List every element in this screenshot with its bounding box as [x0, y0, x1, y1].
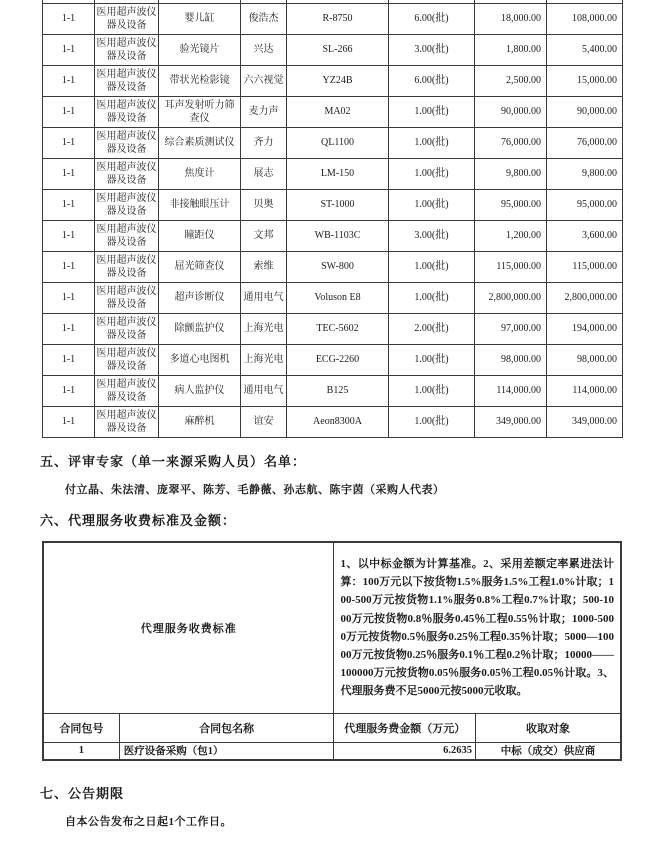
cell-name: 带状光检影镜 — [159, 65, 241, 96]
cell-unit: 114,000.00 — [475, 375, 547, 406]
cell-name: 耳声发射听力筛查仪 — [159, 96, 241, 127]
cell-total: 76,000.00 — [547, 127, 623, 158]
cell-total: 95,000.00 — [547, 189, 623, 220]
table-row — [43, 406, 623, 437]
cell-brand: 文邦 — [241, 220, 287, 251]
cell-unit: 2,500.00 — [475, 65, 547, 96]
cell-unit: 1,200.00 — [475, 220, 547, 251]
cell-brand: 通用电气 — [241, 282, 287, 313]
cell-unit: 9,800.00 — [475, 158, 547, 189]
cell-category: 医用超声波仪器及设备 — [95, 96, 159, 127]
cell-name: 非接触眼压计 — [159, 189, 241, 220]
cell-qty: 1.00(批) — [389, 344, 475, 375]
fee-cell-package-name: 医疗设备采购（包1） — [119, 743, 334, 760]
cell-total: 115,000.00 — [547, 251, 623, 282]
cell-category: 医用超声波仪器及设备 — [95, 313, 159, 344]
cell-pkg: 1-1 — [43, 34, 95, 65]
table-row — [43, 65, 623, 96]
cell-model: SW-800 — [287, 251, 389, 282]
cell-model: QL1100 — [287, 127, 389, 158]
fee-cell-fee-amount: 6.2635 — [334, 743, 475, 760]
table-row — [43, 189, 623, 220]
cell-qty: 1.00(批) — [389, 251, 475, 282]
cell-name: 屈光筛查仪 — [159, 251, 241, 282]
table-row — [43, 282, 623, 313]
cell-name: 多道心电图机 — [159, 344, 241, 375]
fee-header-fee-amount: 代理服务费金额（万元） — [334, 714, 475, 743]
cell-brand: 麦力声 — [241, 96, 287, 127]
cell-unit: 1,800.00 — [475, 34, 547, 65]
cell-pkg: 1-1 — [43, 344, 95, 375]
cell-pkg: 1-1 — [43, 189, 95, 220]
table-row — [43, 127, 623, 158]
table-row — [43, 3, 623, 34]
cell-model: YZ24B — [287, 65, 389, 96]
cell-name: 病人监护仪 — [159, 375, 241, 406]
cell-pkg: 1-1 — [43, 127, 95, 158]
cell-pkg: 1-1 — [43, 3, 95, 34]
cell-model: Voluson E8 — [287, 282, 389, 313]
section-experts-heading: 五、评审专家（单一来源采购人员）名单： — [40, 453, 307, 469]
cell-qty: 1.00(批) — [389, 158, 475, 189]
table-row — [43, 344, 623, 375]
cell-total: 2,800,000.00 — [547, 282, 623, 313]
cell-total: 114,000.00 — [547, 375, 623, 406]
fee-table-header-row — [43, 714, 621, 743]
fee-header-package-name: 合同包名称 — [119, 714, 334, 743]
cell-pkg: 1-1 — [43, 251, 95, 282]
cell-unit: 76,000.00 — [475, 127, 547, 158]
cell-qty: 1.00(批) — [389, 127, 475, 158]
cell-brand: 通用电气 — [241, 375, 287, 406]
cell-total: 194,000.00 — [547, 313, 623, 344]
fee-standard-text: 1、以中标金额为计算基准。2、采用差额定率累进法计算：100万元以下按货物1.5%服务1.5%工程1.0%计取；100-500万元按货物1.1%服务0.8%工程0.7%计取；500-1000万元按货物0.8％服务0.45％工程0.55％计取；1000-5000万元按货物0.5％服务0.25％工程0.35％计取；5000—10000万元按货物0.25％服务0.1％工程0.2％计取；10000——100000万元按货物0.05％服务0.05％工程0.05％计取。3、代理服务费不足5000元按5000元收取。 — [334, 542, 621, 714]
cell-category: 医用超声波仪器及设备 — [95, 375, 159, 406]
items-table-body — [43, 0, 623, 437]
table-row — [43, 34, 623, 65]
items-table — [42, 0, 623, 438]
cell-model: LM-150 — [287, 158, 389, 189]
cell-qty: 1.00(批) — [389, 96, 475, 127]
cell-model: R-8750 — [287, 3, 389, 34]
fee-cell-package-no: 1 — [43, 743, 119, 760]
cell-qty: 2.00(批) — [389, 313, 475, 344]
fee-standard-row — [43, 542, 621, 714]
cell-brand: 齐力 — [241, 127, 287, 158]
cell-unit: 95,000.00 — [475, 189, 547, 220]
cell-pkg: 1-1 — [43, 313, 95, 344]
cell-qty: 1.00(批) — [389, 282, 475, 313]
cell-pkg: 1-1 — [43, 220, 95, 251]
cell-brand: 兴达 — [241, 34, 287, 65]
cell-unit: 115,000.00 — [475, 251, 547, 282]
cell-category: 医用超声波仪器及设备 — [95, 220, 159, 251]
cell-model: TEC-5602 — [287, 313, 389, 344]
cell-category: 医用超声波仪器及设备 — [95, 282, 159, 313]
cell-name: 麻醉机 — [159, 406, 241, 437]
cell-category: 医用超声波仪器及设备 — [95, 189, 159, 220]
cell-qty: 6.00(批) — [389, 3, 475, 34]
cell-model: WB-1103C — [287, 220, 389, 251]
cell-model: ECG-2260 — [287, 344, 389, 375]
cell-total: 15,000.00 — [547, 65, 623, 96]
cell-name: 焦度计 — [159, 158, 241, 189]
section-period-heading: 七、公告期限 — [40, 785, 125, 801]
fee-header-charge-target: 收取对象 — [475, 714, 621, 743]
cell-unit: 2,800,000.00 — [475, 282, 547, 313]
cell-brand: 谊安 — [241, 406, 287, 437]
table-row — [43, 96, 623, 127]
cell-total: 98,000.00 — [547, 344, 623, 375]
cell-pkg: 1-1 — [43, 406, 95, 437]
cell-brand: 贝奥 — [241, 189, 287, 220]
table-row — [43, 313, 623, 344]
cell-total: 9,800.00 — [547, 158, 623, 189]
table-row — [43, 251, 623, 282]
cell-qty: 1.00(批) — [389, 189, 475, 220]
cell-name: 超声诊断仪 — [159, 282, 241, 313]
cell-total: 5,400.00 — [547, 34, 623, 65]
section-fee-heading: 六、代理服务收费标准及金额： — [40, 512, 237, 528]
cell-pkg: 1-1 — [43, 65, 95, 96]
fee-cell-charge-target: 中标（成交）供应商 — [475, 743, 621, 760]
table-row — [43, 220, 623, 251]
cell-brand: 索维 — [241, 251, 287, 282]
cell-total: 90,000.00 — [547, 96, 623, 127]
cell-unit: 349,000.00 — [475, 406, 547, 437]
fee-header-package-no: 合同包号 — [43, 714, 119, 743]
cell-brand: 展志 — [241, 158, 287, 189]
cell-category: 医用超声波仪器及设备 — [95, 251, 159, 282]
cell-category: 医用超声波仪器及设备 — [95, 34, 159, 65]
cell-total: 349,000.00 — [547, 406, 623, 437]
cell-name: 验光镜片 — [159, 34, 241, 65]
fee-table — [42, 541, 622, 761]
cell-name: 综合素质测试仪 — [159, 127, 241, 158]
cell-category: 医用超声波仪器及设备 — [95, 158, 159, 189]
fee-table-data-row — [43, 743, 621, 760]
cell-name: 瞳距仪 — [159, 220, 241, 251]
cell-total: 3,600.00 — [547, 220, 623, 251]
cell-model: SL-266 — [287, 34, 389, 65]
cell-pkg: 1-1 — [43, 158, 95, 189]
cell-unit: 98,000.00 — [475, 344, 547, 375]
cell-brand: 上海光电 — [241, 344, 287, 375]
expert-names-text: 付立晶、朱法清、庞翠平、陈芳、毛静薇、孙志航、陈宇茵（采购人代表） — [65, 483, 445, 496]
cell-qty: 3.00(批) — [389, 34, 475, 65]
cell-brand: 六六视觉 — [241, 65, 287, 96]
announcement-period-text: 自本公告发布之日起1个工作日。 — [65, 815, 232, 828]
cell-qty: 1.00(批) — [389, 406, 475, 437]
cell-model: Aeon8300A — [287, 406, 389, 437]
cell-qty: 1.00(批) — [389, 375, 475, 406]
cell-category: 医用超声波仪器及设备 — [95, 406, 159, 437]
cell-unit: 97,000.00 — [475, 313, 547, 344]
cell-category: 医用超声波仪器及设备 — [95, 127, 159, 158]
cell-qty: 6.00(批) — [389, 65, 475, 96]
table-row — [43, 375, 623, 406]
cell-model: MA02 — [287, 96, 389, 127]
cell-brand: 上海光电 — [241, 313, 287, 344]
cell-pkg: 1-1 — [43, 282, 95, 313]
cell-pkg: 1-1 — [43, 375, 95, 406]
cell-model: B125 — [287, 375, 389, 406]
cell-category: 医用超声波仪器及设备 — [95, 3, 159, 34]
cell-name: 除颤监护仪 — [159, 313, 241, 344]
cell-unit: 90,000.00 — [475, 96, 547, 127]
cell-category: 医用超声波仪器及设备 — [95, 344, 159, 375]
cell-unit: 18,000.00 — [475, 3, 547, 34]
cell-model: ST-1000 — [287, 189, 389, 220]
cell-category: 医用超声波仪器及设备 — [95, 65, 159, 96]
cell-total: 108,000.00 — [547, 3, 623, 34]
table-row — [43, 158, 623, 189]
cell-brand: 俊浩杰 — [241, 3, 287, 34]
cell-name: 婴儿缸 — [159, 3, 241, 34]
fee-standard-label: 代理服务收费标准 — [43, 542, 334, 714]
cell-qty: 3.00(批) — [389, 220, 475, 251]
cell-pkg: 1-1 — [43, 96, 95, 127]
